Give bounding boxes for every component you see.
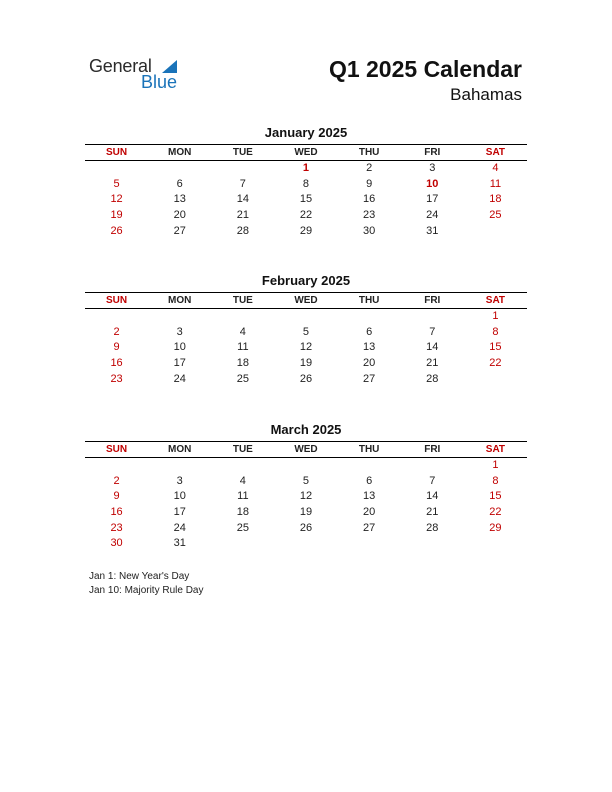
day-cell: 6 xyxy=(366,474,373,487)
week-row xyxy=(85,505,527,521)
weekday-label: SUN xyxy=(106,147,128,158)
weekday-label: MON xyxy=(168,147,192,158)
day-cell: 25 xyxy=(236,372,249,385)
day-cell: 3 xyxy=(429,162,436,174)
day-cell: 14 xyxy=(426,341,439,354)
day-cell: 29 xyxy=(299,224,313,237)
day-cell: 20 xyxy=(363,506,376,519)
day-cell: 15 xyxy=(489,490,502,503)
day-cell: 2 xyxy=(113,474,120,487)
weekday-label: TUE xyxy=(232,444,253,455)
day-cell: 22 xyxy=(489,506,502,519)
day-cell: 9 xyxy=(113,490,120,503)
week-row xyxy=(85,372,527,388)
day-cell: 11 xyxy=(237,490,249,503)
day-cell: 19 xyxy=(299,506,313,519)
empty-day-cell xyxy=(85,161,148,177)
day-cell: 8 xyxy=(492,325,499,338)
empty-day-cell xyxy=(401,309,464,325)
weekday-label: SAT xyxy=(485,444,506,455)
day-cell: 17 xyxy=(426,193,439,206)
day-cell: 15 xyxy=(489,341,502,354)
week-row xyxy=(85,521,527,537)
day-cell: 18 xyxy=(236,506,249,519)
day-cell: 10 xyxy=(173,341,186,354)
day-cell: 18 xyxy=(236,357,249,370)
day-cell: 12 xyxy=(110,193,123,206)
day-cell: 23 xyxy=(363,209,376,222)
empty-day-cell xyxy=(464,372,527,388)
holiday-note: Jan 1: New Year's Day xyxy=(89,571,190,582)
day-cell: 17 xyxy=(173,357,186,370)
weekday-label: MON xyxy=(168,295,192,306)
weekday-label: SUN xyxy=(106,295,128,306)
empty-day-cell xyxy=(401,536,464,552)
weekday-label: THU xyxy=(358,444,380,455)
week-row xyxy=(85,309,527,325)
week-row xyxy=(85,356,527,372)
day-cell: 5 xyxy=(302,474,310,487)
week-row xyxy=(85,161,527,177)
holiday-notes xyxy=(89,570,204,598)
day-cell: 16 xyxy=(110,357,123,370)
day-cell: 2 xyxy=(113,325,120,338)
country-subtitle: Bahamas xyxy=(450,85,522,104)
month-march xyxy=(85,422,527,552)
week-row xyxy=(85,177,527,193)
day-cell: 28 xyxy=(426,372,439,385)
day-cell: 30 xyxy=(363,224,376,237)
weekday-label: THU xyxy=(358,295,380,306)
weekday-label: SUN xyxy=(106,444,128,455)
empty-day-cell xyxy=(274,309,337,325)
day-cell: 21 xyxy=(236,209,249,222)
empty-day-cell xyxy=(148,309,211,325)
day-cell: 12 xyxy=(299,490,313,503)
empty-day-cell xyxy=(338,536,401,552)
day-cell: 3 xyxy=(176,325,183,338)
day-cell: 2 xyxy=(366,162,373,174)
day-cell: 31 xyxy=(173,537,186,550)
empty-day-cell xyxy=(85,458,148,474)
holiday-note: Jan 10: Majority Rule Day xyxy=(89,585,204,596)
weekday-label: SAT xyxy=(485,295,506,306)
day-cell: 13 xyxy=(363,490,376,503)
day-cell: 13 xyxy=(173,193,186,206)
empty-day-cell xyxy=(211,161,274,177)
weekday-label: WED xyxy=(294,147,318,158)
day-cell: 29 xyxy=(489,521,502,534)
week-row xyxy=(85,325,527,341)
day-cell: 27 xyxy=(173,224,186,237)
weekday-label: SAT xyxy=(485,147,506,158)
empty-day-cell xyxy=(338,309,401,325)
day-cell: 25 xyxy=(236,521,249,534)
weekday-label: FRI xyxy=(424,147,441,158)
empty-day-cell xyxy=(464,536,527,552)
weekday-header xyxy=(85,441,527,458)
day-cell: 1 xyxy=(492,310,499,322)
month-name: January 2025 xyxy=(264,125,348,140)
weekday-label: TUE xyxy=(232,295,253,306)
day-cell: 28 xyxy=(236,224,249,237)
day-cell: 24 xyxy=(173,521,186,534)
day-cell: 17 xyxy=(173,506,186,519)
day-cell: 27 xyxy=(363,521,376,534)
day-cell: 30 xyxy=(110,537,123,550)
day-cell: 5 xyxy=(113,177,120,190)
day-cell: 26 xyxy=(299,521,313,534)
day-cell: 28 xyxy=(426,521,439,534)
day-cell: 31 xyxy=(426,224,439,237)
day-cell: 9 xyxy=(113,341,120,354)
month-january xyxy=(85,125,527,239)
empty-day-cell xyxy=(464,224,527,240)
day-cell: 24 xyxy=(173,372,186,385)
day-cell: 16 xyxy=(110,506,123,519)
day-cell: 23 xyxy=(110,372,123,385)
day-cell: 6 xyxy=(176,177,183,190)
weekday-label: MON xyxy=(168,444,192,455)
day-cell: 10 xyxy=(173,490,186,503)
day-cell: 8 xyxy=(302,177,310,190)
empty-day-cell xyxy=(148,161,211,177)
empty-day-cell xyxy=(274,536,337,552)
day-cell: 4 xyxy=(239,325,246,338)
day-cell: 7 xyxy=(429,325,436,338)
empty-day-cell xyxy=(338,458,401,474)
week-row xyxy=(85,208,527,224)
week-row xyxy=(85,224,527,240)
day-cell: 20 xyxy=(173,209,186,222)
empty-day-cell xyxy=(274,458,337,474)
logo-general-text: General xyxy=(89,56,152,76)
day-cell: 14 xyxy=(426,490,439,503)
week-row xyxy=(85,536,527,552)
day-cell: 6 xyxy=(366,325,373,338)
day-cell: 19 xyxy=(110,209,123,222)
day-cell: 21 xyxy=(426,506,439,519)
day-cell: 8 xyxy=(492,474,499,487)
day-cell: 23 xyxy=(110,521,123,534)
day-cell: 12 xyxy=(299,341,313,354)
week-row xyxy=(85,474,527,490)
day-cell: 4 xyxy=(239,474,246,487)
day-cell: 22 xyxy=(299,209,313,222)
day-cell: 4 xyxy=(492,162,499,174)
weekday-header xyxy=(85,292,527,309)
page-title: Q1 2025 Calendar xyxy=(328,56,522,82)
month-name: March 2025 xyxy=(270,422,342,437)
empty-day-cell xyxy=(211,536,274,552)
month-february xyxy=(85,273,527,387)
day-cell: 7 xyxy=(239,177,246,190)
day-cell: 20 xyxy=(363,357,376,370)
day-cell: 16 xyxy=(363,193,376,206)
empty-day-cell xyxy=(85,309,148,325)
day-cell: 3 xyxy=(176,474,183,487)
day-cell: 13 xyxy=(363,341,376,354)
week-row xyxy=(85,340,527,356)
weekday-label: WED xyxy=(294,444,318,455)
day-cell: 21 xyxy=(426,357,439,370)
day-cell: 19 xyxy=(299,357,313,370)
day-cell: 26 xyxy=(299,372,313,385)
day-cell: 1 xyxy=(302,162,310,174)
empty-day-cell xyxy=(401,458,464,474)
day-cell: 14 xyxy=(236,193,249,206)
logo xyxy=(89,56,189,96)
week-row xyxy=(85,489,527,505)
day-cell: 15 xyxy=(299,193,313,206)
weekday-header xyxy=(85,144,527,161)
empty-day-cell xyxy=(211,458,274,474)
month-name: February 2025 xyxy=(261,273,351,288)
day-cell: 1 xyxy=(492,459,499,471)
day-cell: 24 xyxy=(426,209,439,222)
weekday-label: TUE xyxy=(232,147,253,158)
day-cell: 10 xyxy=(426,177,439,190)
day-cell: 11 xyxy=(489,177,502,190)
week-row xyxy=(85,192,527,208)
day-cell: 25 xyxy=(489,209,502,222)
empty-day-cell xyxy=(211,309,274,325)
day-cell: 18 xyxy=(489,193,502,206)
day-cell: 11 xyxy=(237,341,249,354)
day-cell: 22 xyxy=(489,357,502,370)
day-cell: 7 xyxy=(429,474,436,487)
day-cell: 26 xyxy=(110,224,123,237)
weekday-label: FRI xyxy=(424,444,441,455)
day-cell: 5 xyxy=(302,325,310,338)
logo-blue-text: Blue xyxy=(141,72,178,92)
weekday-label: WED xyxy=(294,295,318,306)
week-row xyxy=(85,458,527,474)
empty-day-cell xyxy=(148,458,211,474)
weekday-label: FRI xyxy=(424,295,441,306)
day-cell: 9 xyxy=(366,177,373,190)
day-cell: 27 xyxy=(363,372,376,385)
weekday-label: THU xyxy=(358,147,380,158)
